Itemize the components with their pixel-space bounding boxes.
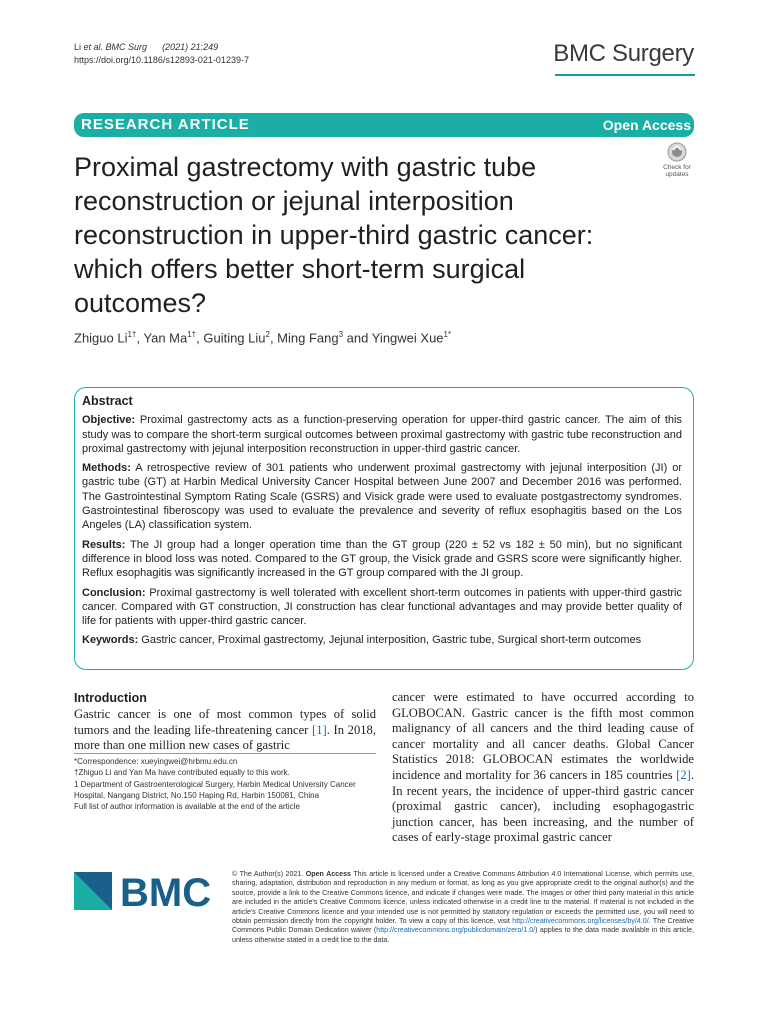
- keywords-label: Keywords:: [82, 634, 139, 647]
- bmc-logo-text: BMC: [120, 871, 212, 914]
- conclusion-text: Proximal gastrectomy is well tolerated with excellent short-term outcomes in patients with upper-third gastric cancer. Compared with GT construction, JI construction has clear functional advantages and may provide better quality of life for patients with upper-third gastric cancer.: [82, 586, 682, 628]
- author-list: [74, 330, 451, 345]
- author-3-sup: 2: [265, 330, 270, 339]
- bmc-logo: [74, 870, 214, 914]
- abstract-methods: [82, 461, 682, 532]
- abstract-results: [82, 538, 682, 581]
- conclusion-label: Conclusion:: [82, 586, 146, 599]
- author-4: , Ming Fang: [269, 330, 339, 346]
- author-1: Zhiguo Li: [74, 330, 128, 346]
- intro-text-1a: Gastric cancer is one of most common types of solid tumors and the leading life-threatening cancer: [74, 707, 376, 737]
- author-3: , Guiting Liu: [196, 330, 266, 346]
- open-access-label: Open Access: [602, 117, 691, 133]
- methods-text: A retrospective review of 301 patients who underwent proximal gastrectomy with jejunal interposition (JI) or gastric tube (GT) at Harbin Medical University Cancer Hospital between June 2007 and December 2016 was performed. The Gastrointestinal Symptom Rating Scale (GSRS) and Visick grade were used to evaluate postgastrectomy syndromes. Gastrointestinal fiberoscopy was used to evaluate the prevalence and severity of reflux esophagitis based on the Los Angeles (LA) classification system.: [82, 462, 682, 532]
- intro-text-2b: . In recent years, the incidence of upper-third gastric cancer (proximal gastric cancer), including esophagogastric junction cancer, has been increasing, and the number of cases of early-stage proximal gastric cancer: [392, 767, 694, 845]
- abstract-keywords: [82, 633, 682, 647]
- citation-year: (2021) 21:249: [162, 42, 219, 52]
- results-text: The JI group had a longer operation time than the GT group (220 ± 52 vs 182 ± 50 min), but no significant difference in blood loss was noted. Compared to the GT group, the Visick grade and GSRS score were significantly higher. Reflux esophagitis was significantly increased in the GT group compared with the JI group.: [82, 538, 682, 580]
- methods-label: Methods:: [82, 462, 131, 475]
- footnote-rule: [74, 753, 376, 754]
- citation-journal: et al. BMC Surg: [83, 42, 148, 52]
- author-2: , Yan Ma: [136, 330, 188, 346]
- correspondence-note: *Correspondence: xueyingwei@hrbmu.edu.cn: [74, 757, 238, 766]
- license-mid: . The Creative Commons Public Domain Dedication waiver (: [232, 917, 694, 935]
- license-link-cc-by[interactable]: http://creativecommons.org/licenses/by/4.0/: [512, 917, 649, 926]
- abstract-content: [82, 394, 682, 653]
- bmc-logo-icon: [74, 870, 214, 914]
- objective-text: Proximal gastrectomy acts as a function-preserving operation for upper-third gastric cancer. The aim of this study was to compare the short-term surgical outcomes between proximal gastrectomy with gastric tube reconstruction and proximal gastrectomy with jejunal interposition reconstruction in upper-third gastric cancer.: [82, 414, 682, 455]
- abstract-conclusion: [82, 586, 682, 629]
- reference-link-1[interactable]: [1]: [312, 722, 327, 737]
- affiliation-note: 1 Department of Gastroenterological Surgery, Harbin Medical University Cancer Hospital, Nangang District, No.150 Haping Rd, Harbin 150081, China: [74, 779, 356, 800]
- updates-line1: Check for: [663, 164, 691, 171]
- full-list-note: Full list of author information is available at the end of the article: [74, 802, 300, 812]
- abstract-heading: Abstract: [82, 394, 133, 408]
- license-text: [232, 870, 694, 945]
- intro-text-2a: cancer were estimated to have occurred according to GLOBOCAN. Gastric cancer is the fifth most common malignancy of all cancers and the third leading cause of cancer mortality and all cancer deaths. Global Cancer Statistics 2018: GLOBOCAN estimates the worldwide incidence and mortality for 36 cancers in 185 countries: [392, 690, 694, 782]
- updates-line2: updates: [665, 171, 689, 178]
- license-link-cc0[interactable]: http://creativecommons.org/publicdomain/zero/1.0/: [376, 926, 536, 935]
- author-1-sup: 1†: [127, 330, 137, 339]
- check-for-updates-badge[interactable]: [657, 140, 697, 180]
- body-column-left: [74, 690, 376, 754]
- intro-paragraph-2: [392, 690, 694, 846]
- license-open-access: Open Access: [305, 870, 351, 878]
- license-body: This article is licensed under a Creative Commons Attribution 4.0 International License, which permits use, sharing, adaptation, distribution and reproduction in any medium or format, as long as you give appropriate credit to the original author(s) and the source, provide a link to the Creative Commons licence, and indicate if changes were made. The images or other third party material in this article are included in the article's Creative Commons licence, unless indicated otherwise in a credit line to the material. If material is not included in the article's Creative Commons licence and your intended use is not permitted by statutory regulation or exceeds the permitted use, you will need to obtain permission directly from the copyright holder. To view a copy of this licence, visit: [232, 870, 694, 926]
- intro-text-1b: . In 2018, more than one million new cases of gastric: [74, 722, 377, 753]
- author-5-sup: 1*: [443, 330, 452, 339]
- author-4-sup: 3: [338, 330, 344, 339]
- citation: [74, 41, 249, 67]
- author-5: and Yingwei Xue: [343, 330, 444, 346]
- citation-doi[interactable]: https://doi.org/10.1186/s12893-021-01239-7: [74, 55, 249, 65]
- article-title: Proximal gastrectomy with gastric tube reconstruction or jejunal interposition reconstruction in upper-third gastric cancer: which offers better short-term surgical outcomes?: [74, 152, 594, 318]
- abstract-objective: [82, 413, 682, 456]
- keywords-text: Gastric cancer, Proximal gastrectomy, Jejunal interposition, Gastric tube, Surgical short-term outcomes: [138, 634, 642, 647]
- body-column-right: [392, 690, 694, 846]
- license-pre: © The Author(s) 2021.: [232, 870, 306, 878]
- results-label: Results:: [82, 538, 126, 551]
- citation-authors: Li: [74, 42, 84, 52]
- equal-contribution-note: †Zhiguo Li and Yan Ma have contributed equally to this work.: [74, 768, 290, 778]
- footnotes: [74, 756, 376, 812]
- reference-link-2[interactable]: [2]: [676, 767, 691, 782]
- objective-label: Objective:: [82, 414, 136, 427]
- journal-rule: [555, 74, 695, 76]
- author-2-sup: 1†: [187, 330, 197, 339]
- intro-heading: Introduction: [74, 691, 147, 705]
- license-end: ) applies to the data made available in this article, unless otherwise stated in a credit line to the data.: [232, 926, 694, 944]
- intro-paragraph-1: [74, 707, 376, 754]
- article-type-label: RESEARCH ARTICLE: [81, 116, 250, 133]
- check-for-updates-icon: [657, 140, 697, 180]
- journal-name: BMC Surgery: [553, 40, 694, 67]
